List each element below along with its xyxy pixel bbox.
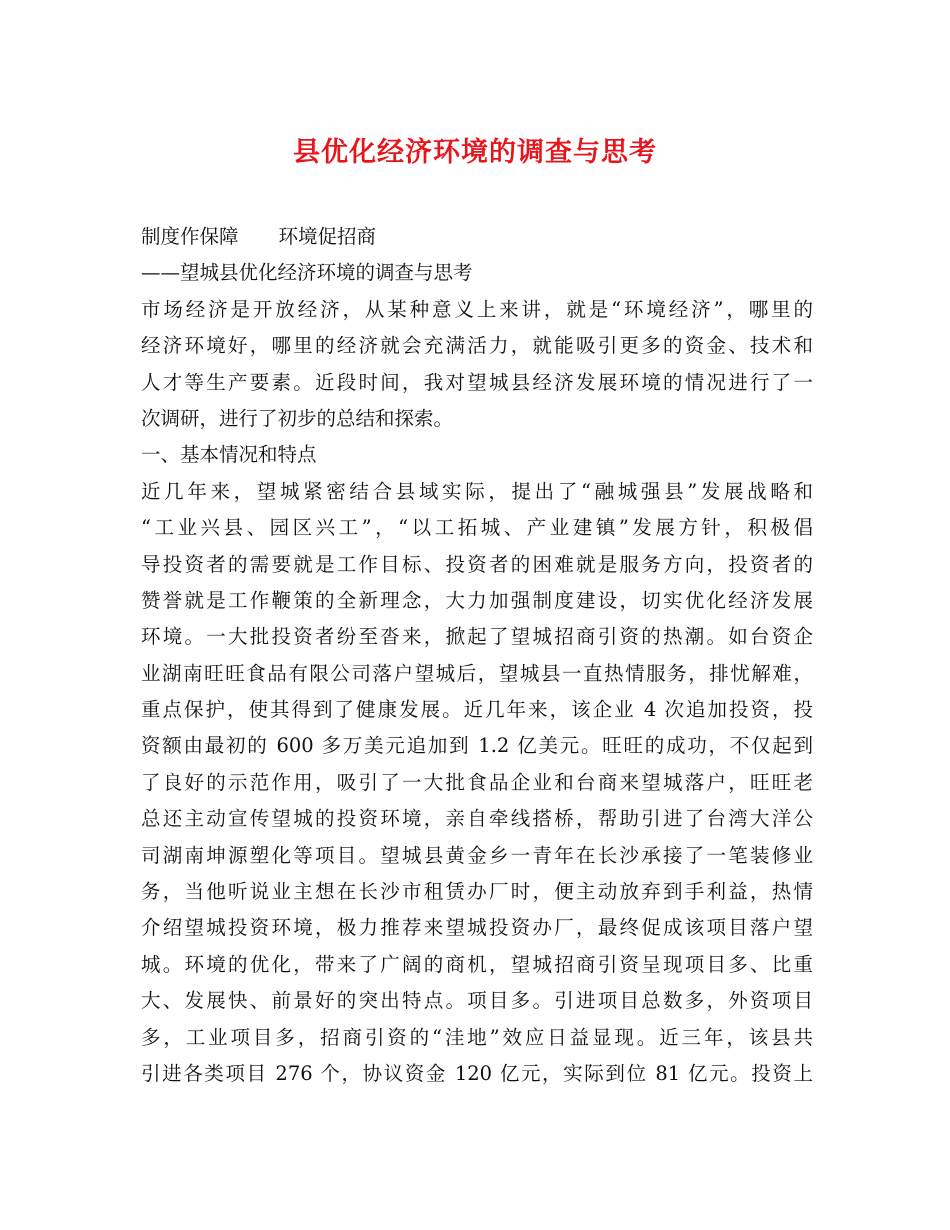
paragraph-line: 经济环境好，哪里的经济就会充满活力，就能吸引更多的资金、技术和 bbox=[141, 334, 813, 358]
paragraph-line: 引进各类项目 276 个，协议资金 120 亿元，实际到位 81 亿元。投资上 bbox=[141, 1061, 813, 1085]
paragraph-line: 司湖南坤源塑化等项目。望城县黄金乡一青年在长沙承接了一笔装修业 bbox=[141, 843, 813, 867]
paragraph-line: 了良好的示范作用，吸引了一大批食品企业和台商来望城落户，旺旺老 bbox=[141, 770, 813, 794]
heading-part-2: 环境促招商 bbox=[278, 225, 377, 248]
paragraph-line: 多，工业项目多，招商引资的“洼地”效应日益显现。近三年，该县共 bbox=[141, 1025, 813, 1049]
paragraph-line: 资额由最初的 600 多万美元追加到 1.2 亿美元。旺旺的成功，不仅起到 bbox=[141, 734, 813, 758]
paragraph-line: 人才等生产要素。近段时间，我对望城县经济发展环境的情况进行了一 bbox=[141, 370, 813, 394]
paragraph-line: 环境。一大批投资者纷至沓来，掀起了望城招商引资的热潮。如台资企 bbox=[141, 625, 813, 649]
paragraph-line: “工业兴县、园区兴工”，“以工拓城、产业建镇”发展方针，积极倡 bbox=[141, 516, 813, 540]
paragraph-line: 介绍望城投资环境，极力推荐来望城投资办厂，最终促成该项目落户望 bbox=[141, 916, 813, 940]
paragraph-line: 次调研，进行了初步的总结和探索。 bbox=[141, 406, 454, 430]
subheading: ——望城县优化经济环境的调查与思考 bbox=[141, 261, 473, 285]
paragraph-line: 赞誉就是工作鞭策的全新理念，大力加强制度建设，切实优化经济发展 bbox=[141, 588, 813, 612]
paragraph-line: 大、发展快、前景好的突出特点。项目多。引进项目总数多，外资项目 bbox=[141, 989, 813, 1013]
paragraph-line: 业湖南旺旺食品有限公司落户望城后，望城县一直热情服务，排忧解难， bbox=[141, 661, 813, 685]
heading-line bbox=[141, 219, 813, 255]
paragraph-line: 总还主动宣传望城的投资环境，亲自牵线搭桥，帮助引进了台湾大洋公 bbox=[141, 807, 813, 831]
paragraph-line: 城。环境的优化，带来了广阔的商机，望城招商引资呈现项目多、比重 bbox=[141, 952, 813, 976]
heading-part-1: 制度作保障 bbox=[141, 225, 239, 248]
paragraph-line: 务，当他听说业主想在长沙市租赁办厂时，便主动放弃到手利益，热情 bbox=[141, 880, 813, 904]
document-title: 县优化经济环境的调查与思考 bbox=[293, 137, 657, 168]
paragraph-line: 市场经济是开放经济，从某种意义上来讲，就是“环境经济”，哪里的 bbox=[141, 297, 813, 321]
paragraph-line: 导投资者的需要就是工作目标、投资者的困难就是服务方向，投资者的 bbox=[141, 552, 813, 576]
document-body bbox=[141, 219, 813, 1092]
section-heading: 一、基本情况和特点 bbox=[141, 443, 317, 467]
paragraph-line: 重点保护，使其得到了健康发展。近几年来，该企业 4 次追加投资，投 bbox=[141, 698, 813, 722]
paragraph-line: 近几年来，望城紧密结合县域实际，提出了“融城强县”发展战略和 bbox=[141, 479, 813, 503]
